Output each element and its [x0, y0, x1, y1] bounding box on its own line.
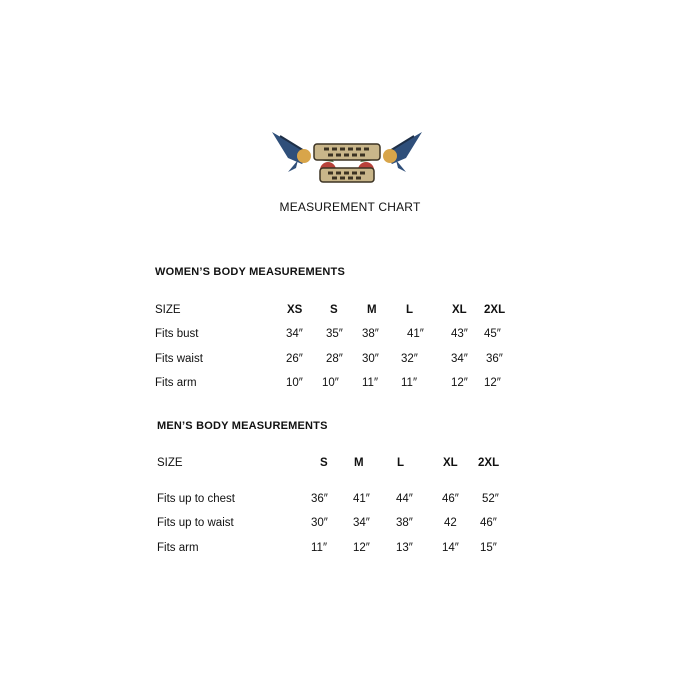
men-size-header: L: [397, 457, 405, 469]
men-size-header: M: [354, 457, 364, 469]
women-cell: 10″: [286, 377, 303, 389]
men-cell: 46″: [442, 493, 459, 505]
women-row-label: Fits bust: [155, 328, 199, 340]
women-section-title: WOMEN’S BODY MEASUREMENTS: [155, 266, 345, 278]
women-size-label: SIZE: [155, 304, 181, 316]
men-cell: 14″: [442, 542, 459, 554]
women-row-label: Fits arm: [155, 377, 197, 389]
women-cell: 11″: [362, 377, 379, 389]
women-cell: 10″: [322, 377, 339, 389]
women-cell: 26″: [286, 353, 303, 365]
men-cell: 46″: [480, 517, 497, 529]
men-size-label: SIZE: [157, 457, 183, 469]
men-size-header: XL: [443, 457, 458, 469]
men-cell: 34″: [353, 517, 370, 529]
men-cell: 11″: [311, 542, 328, 554]
swallow-right-icon: [383, 132, 422, 172]
men-cell: 42: [444, 517, 457, 529]
page-title: MEASUREMENT CHART: [279, 200, 421, 214]
women-cell: 36″: [486, 353, 503, 365]
women-cell: 32″: [401, 353, 418, 365]
women-cell: 28″: [326, 353, 343, 365]
wild-rose-logo: [266, 124, 428, 202]
swallow-left-icon: [272, 132, 311, 172]
men-size-header: S: [320, 457, 328, 469]
men-cell: 52″: [482, 493, 499, 505]
men-row-label: Fits up to chest: [157, 493, 235, 505]
women-cell: 34″: [451, 353, 468, 365]
women-cell: 12″: [451, 377, 468, 389]
women-size-header: XL: [452, 304, 467, 316]
men-cell: 41″: [353, 493, 370, 505]
women-cell: 43″: [451, 328, 468, 340]
women-cell: 41″: [407, 328, 424, 340]
women-cell: 45″: [484, 328, 501, 340]
logo-icon: [266, 124, 428, 202]
women-cell: 34″: [286, 328, 303, 340]
men-cell: 13″: [396, 542, 413, 554]
women-cell: 30″: [362, 353, 379, 365]
women-size-header: M: [367, 304, 377, 316]
men-row-label: Fits up to waist: [157, 517, 234, 529]
women-size-header: S: [330, 304, 338, 316]
women-cell: 12″: [484, 377, 501, 389]
men-cell: 30″: [311, 517, 328, 529]
men-row-label: Fits arm: [157, 542, 199, 554]
men-cell: 38″: [396, 517, 413, 529]
women-size-header: 2XL: [484, 304, 506, 316]
men-cell: 44″: [396, 493, 413, 505]
men-cell: 15″: [480, 542, 497, 554]
men-size-header: 2XL: [478, 457, 500, 469]
men-section-title: MEN’S BODY MEASUREMENTS: [157, 420, 328, 432]
women-cell: 11″: [401, 377, 418, 389]
women-row-label: Fits waist: [155, 353, 203, 365]
women-size-header: L: [406, 304, 414, 316]
women-cell: 38″: [362, 328, 379, 340]
men-cell: 36″: [311, 493, 328, 505]
women-size-header: XS: [287, 304, 303, 316]
women-cell: 35″: [326, 328, 343, 340]
men-cell: 12″: [353, 542, 370, 554]
